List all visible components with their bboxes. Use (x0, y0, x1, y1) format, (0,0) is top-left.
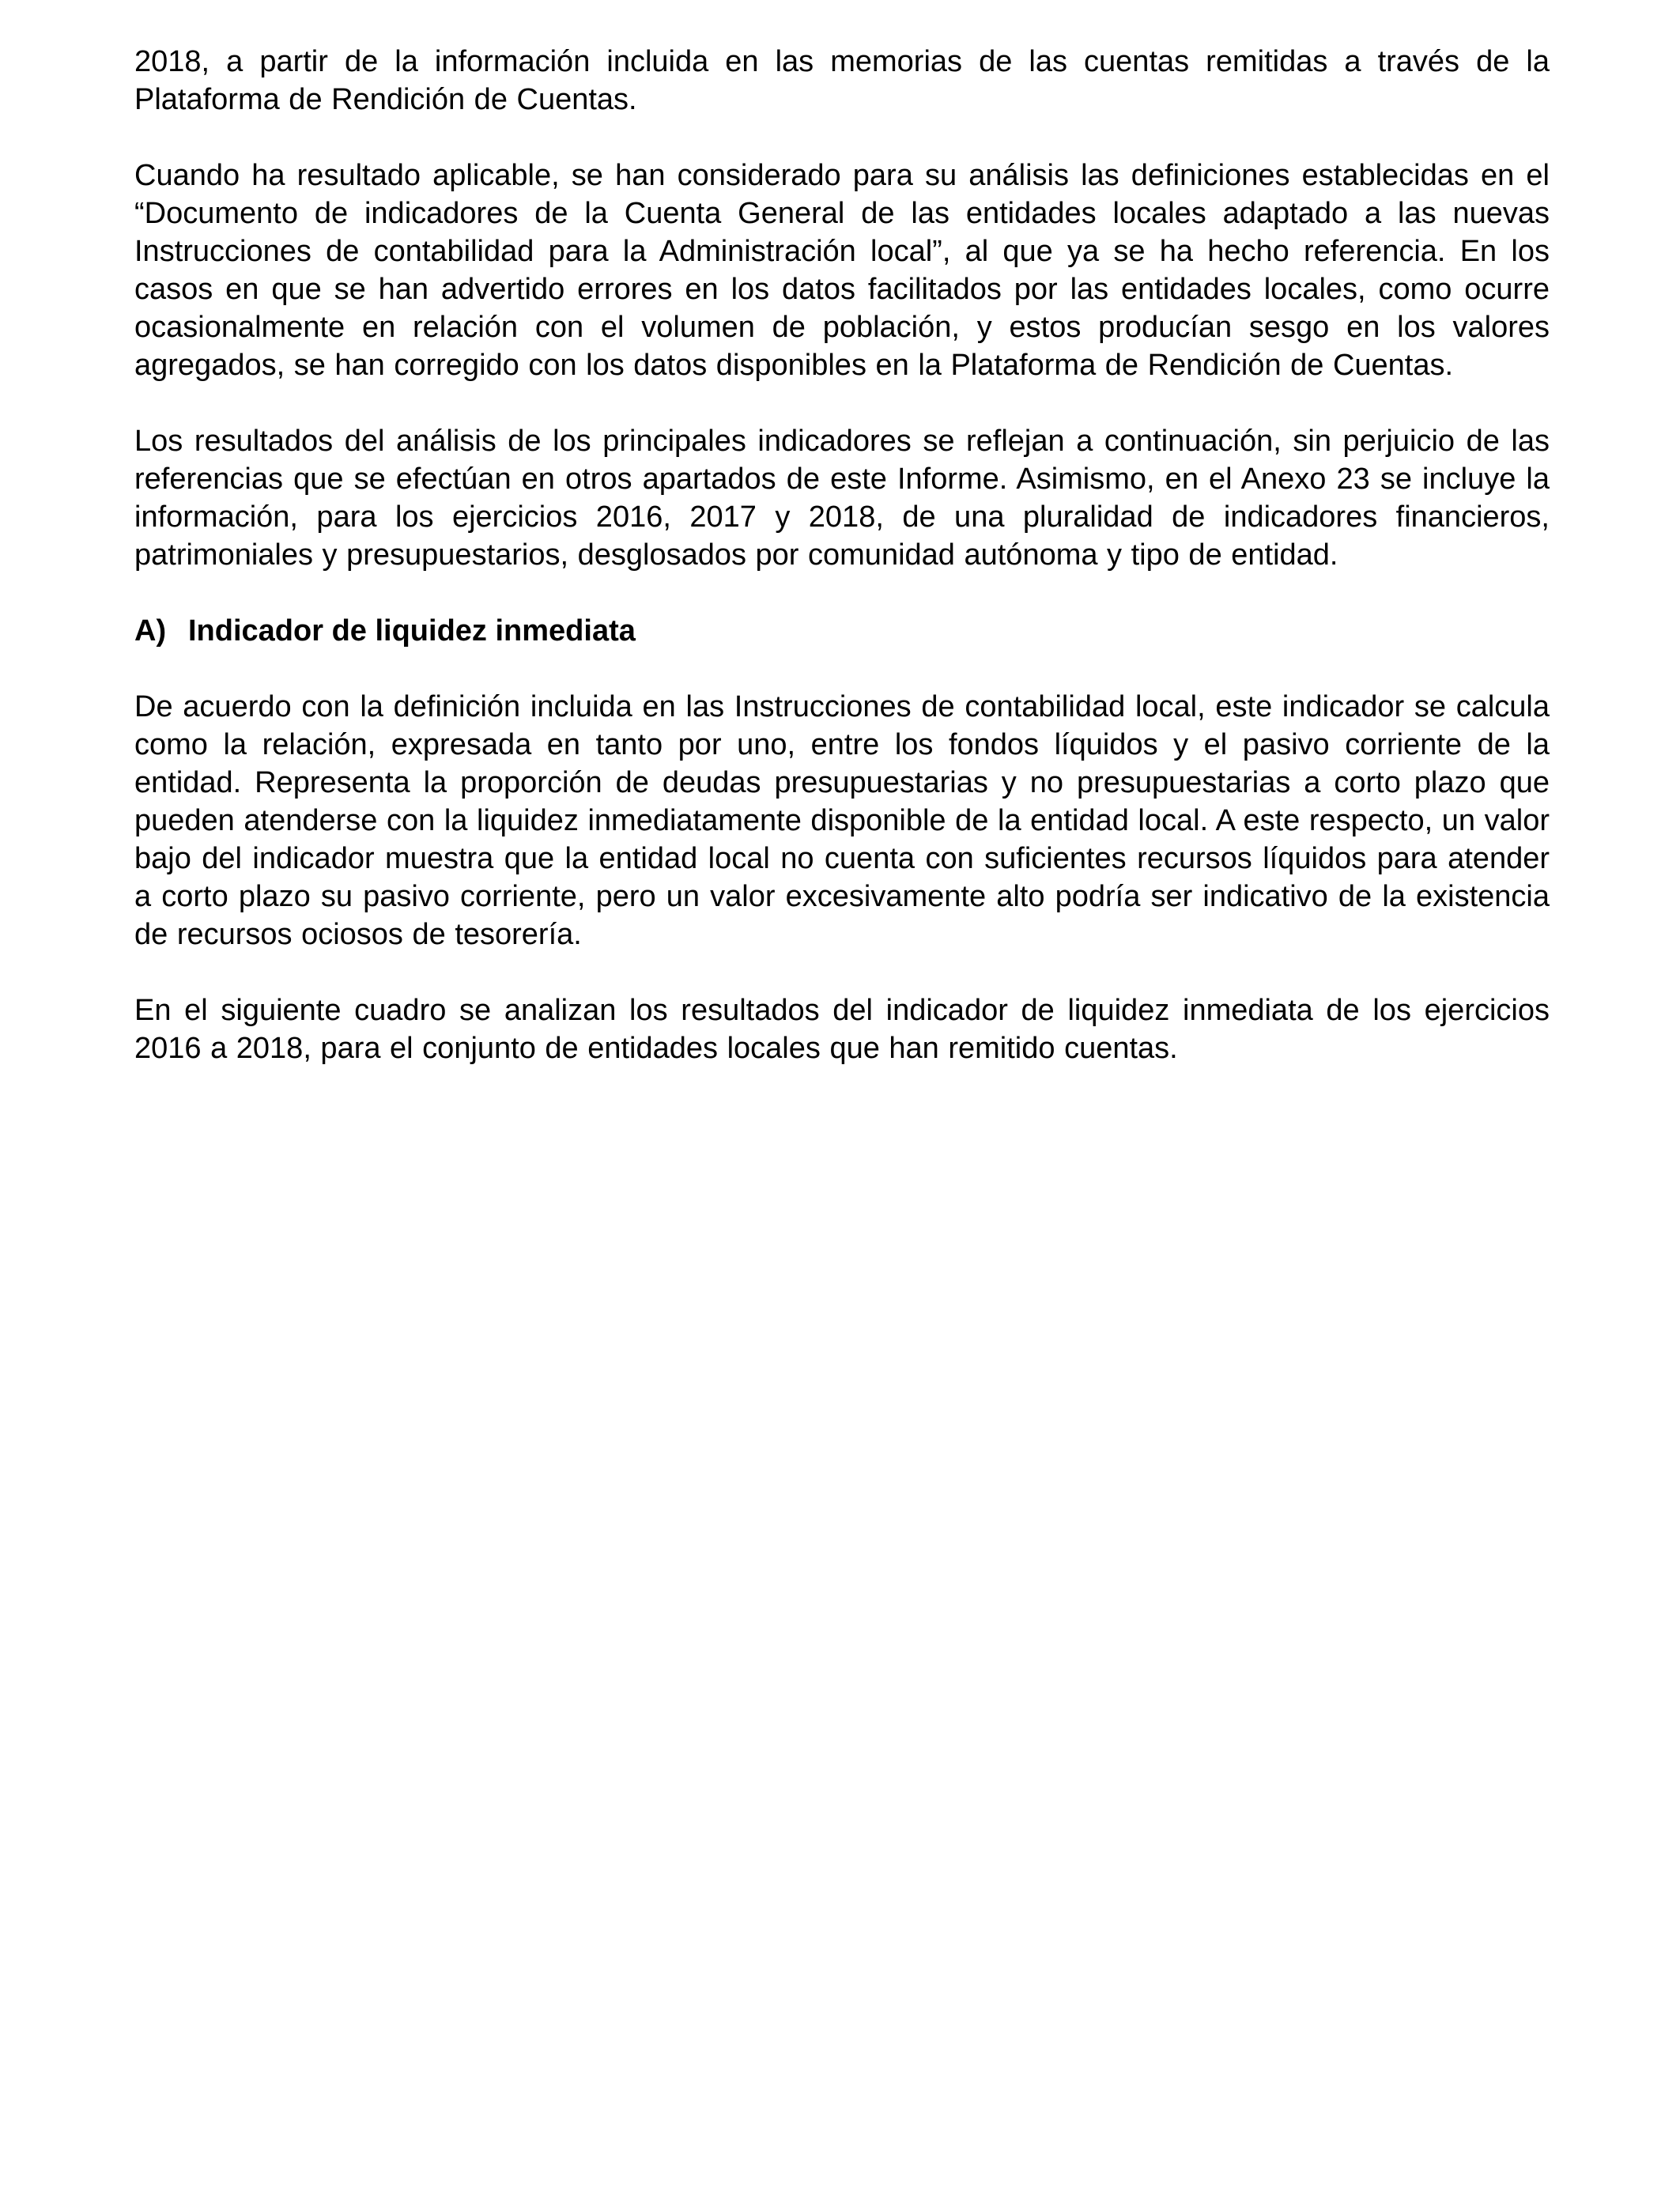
section-heading-marker: A) (134, 614, 167, 648)
paragraph-intro: 2018, a partir de la información incluida en las memorias de las cuentas remitidas a través de la Plataforma de Rendición de Cuentas. (134, 45, 1550, 116)
paragraph-results: Los resultados del análisis de los principales indicadores se reflejan a continuación, sin perjuicio de las referencias que se efectúan en otros apartados de este Informe. Asimismo, en el Anexo 23 se incluye la información, para los ejercicios 2016, 2017 y 2018, de una pluralidad de indicadores financieros, patrimoniales y presupuestarios, desglosados por comunidad autónoma y tipo de entidad. (134, 425, 1550, 572)
paragraph-definitions: Cuando ha resultado aplicable, se han considerado para su análisis las definiciones establecidas en el “Documento de indicadores de la Cuenta General de las entidades locales adaptado a las nuevas Instrucciones de contabilidad para la Administración local”, al que ya se ha hecho referencia. En los casos en que se han advertido errores en los datos facilitados por las entidades locales, como ocurre ocasionalmente en relación con el volumen de población, y estos producían sesgo en los valores agregados, se han corregido con los datos disponibles en la Plataforma de Rendición de Cuentas. (134, 159, 1550, 382)
paragraph-next-table: En el siguiente cuadro se analizan los resultados del indicador de liquidez inmediata de los ejercicios 2016 a 2018, para el conjunto de entidades locales que han remitido cuentas. (134, 994, 1550, 1065)
section-heading-liquidez (134, 612, 1550, 650)
paragraph-indicator-definition: De acuerdo con la definición incluida en las Instrucciones de contabilidad local, este indicador se calcula como la relación, expresada en tanto por uno, entre los fondos líquidos y el pasivo corriente de la entidad. Representa la proporción de deudas presupuestarias y no presupuestarias a corto plazo que pueden atenderse con la liquidez inmediatamente disponible de la entidad local. A este respecto, un valor bajo del indicador muestra que la entidad local no cuenta con suficientes recursos líquidos para atender a corto plazo su pasivo corriente, pero un valor excesivamente alto podría ser indicativo de la existencia de recursos ociosos de tesorería. (134, 690, 1550, 951)
section-heading-label: Indicador de liquidez inmediata (188, 614, 636, 648)
